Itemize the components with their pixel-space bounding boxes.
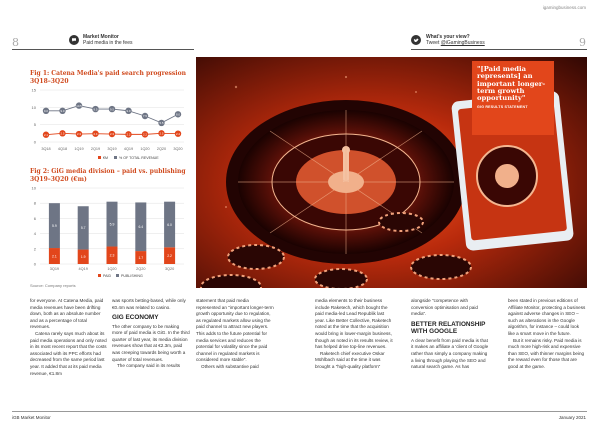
fig2-title-line2: 3Q19–3Q20 (€m): [30, 175, 87, 183]
paragraph: for everyone. At Catena Media, paid media revenues have been drifting down, both as an absolute number and as a percentage of total revenues.: [30, 298, 104, 330]
body-column-1: [30, 298, 108, 377]
y-tick-label: 2: [33, 246, 36, 252]
twitter-handle-link[interactable]: @iGamingBusiness: [440, 40, 485, 46]
page-number-left: 8: [12, 36, 19, 49]
data-label: 9.5: [110, 107, 114, 112]
header-right: [426, 34, 485, 46]
paragraph: Catena rarely says much about its paid media operations and only noted in its most recent report that the costs associated with its PPC efforts had decreased from the same period last year. It added that at its paid media revenue, €1.8m: [30, 330, 107, 376]
body-text: [112, 324, 190, 370]
data-label: 2.4: [176, 131, 180, 136]
twitter-bird-icon[interactable]: [411, 35, 421, 45]
header-left: [83, 34, 132, 46]
paragraph: Raketech chief executive Oskar Mühlbach said at the time it was brought a "high-quality platform": [315, 350, 385, 369]
paragraph: statement that paid media represented an "important longer-term growth opportunity due to regulation, as regulated markets allow using the paid channel to attract new players. This adds to the future potential for media services and reduces the potential for volatility since the paid channel in regulated markets is considered more stable".: [196, 298, 274, 363]
y-tick-label: 10: [31, 104, 36, 110]
header-rule-left: [12, 49, 194, 50]
y-tick-label: 10: [31, 185, 36, 191]
paragraph: alongside "competence with conversion optimisation and paid media".: [411, 298, 478, 317]
paragraph: was sports betting-based, while only €0.4m was related to casino.: [112, 298, 186, 310]
data-label: 9.5: [93, 107, 98, 112]
paragraph: been stated in previous editions of Affiliate Monitor, protecting a business against adverse changes in SEO – such as alterations in the Google algorithm, for instance – could look like a smart move in the future.: [508, 298, 586, 336]
site-url[interactable]: igamingbusiness.com: [542, 5, 586, 10]
body-text: [112, 298, 190, 311]
header-rule-right: [411, 49, 587, 50]
share-title: What's your view?: [426, 34, 470, 40]
y-tick-label: 8: [33, 200, 36, 206]
footer-date: January 2021: [558, 415, 586, 420]
x-tick-label: 4Q19: [123, 147, 134, 151]
legend-label: % OF TOTAL REVENUE: [119, 155, 159, 160]
pull-quote-attribution: GIG RESULTS STATEMENT: [477, 105, 528, 110]
y-tick-label: 0: [33, 139, 36, 145]
share-line: [426, 40, 485, 46]
page-number-right: 9: [579, 36, 586, 49]
section-subtitle: Paid media in the fees: [83, 40, 133, 46]
fig1-title-line1: Fig 1: Catena Media's paid search progression: [30, 70, 186, 77]
data-label: 6.0: [167, 222, 172, 227]
paragraph: media elements to their business include Raketech, which bought the paid media-led Lead Republik last year. Like Better Collective, Raketech noted at the time that the acquisition would bring in lower-margin business, though as noted in its results review, it has helped drive top-line revenues.: [315, 298, 393, 350]
fig1-line-chart: [26, 86, 186, 166]
data-label: 7.5: [143, 114, 147, 119]
data-label: 8.0: [176, 112, 180, 117]
legend-label: €M: [103, 155, 108, 160]
legend-swatch: [116, 274, 119, 277]
data-label: 5.7: [80, 226, 86, 231]
x-tick-label: 1Q20: [140, 147, 150, 151]
data-label: 2.2: [126, 132, 131, 137]
x-tick-label: 1Q19: [74, 147, 84, 151]
legend-swatch: [98, 274, 101, 277]
section-title: Market Monitor: [83, 34, 119, 40]
body-text: [315, 298, 393, 371]
x-tick-label: 3Q18: [41, 147, 51, 151]
data-label: 2.3: [109, 253, 115, 258]
data-label: 2.3: [110, 132, 114, 137]
y-tick-label: 4: [33, 231, 36, 237]
data-label: 10.5: [76, 103, 82, 108]
fig1-title: [30, 70, 186, 85]
data-label: 2.1: [52, 254, 57, 259]
subheading-google-relationship: BETTER RELATIONSHIP WITH GOOGLE: [411, 320, 486, 336]
data-label: 9.0: [44, 109, 48, 113]
y-tick-label: 6: [33, 215, 36, 221]
data-label: 2.5: [60, 131, 65, 136]
paragraph: Others with substantive paid: [201, 363, 259, 369]
footer-publication: iGB Market Monitor: [12, 415, 51, 420]
data-label: 2.2: [143, 132, 147, 137]
body-column-2: [112, 298, 190, 370]
x-tick-label: 4Q19: [78, 267, 88, 271]
data-label: 2.4: [93, 131, 98, 136]
body-column-3: [196, 298, 274, 371]
y-tick-label: 5: [33, 122, 36, 128]
subheading-gig-economy: GIG ECONOMY: [112, 314, 159, 322]
paragraph: But it remains risky. Paid media is much more high-risk and expensive than SEO, with thinner margins being the reward even for those that are good at the game.: [508, 337, 585, 369]
footer-rule: [12, 411, 587, 412]
tweet-prefix: Tweet: [426, 40, 441, 46]
legend-swatch: [98, 156, 101, 159]
x-tick-label: 2Q20: [156, 147, 167, 151]
x-tick-label: 2Q19: [90, 147, 101, 151]
x-tick-label: 3Q20: [173, 147, 183, 151]
fig2-title-line1: Fig 2: GiG media division – paid vs. publishing: [30, 168, 186, 175]
x-tick-label: 4Q18: [57, 147, 68, 151]
data-label: 5.9: [52, 223, 57, 228]
body-text: [196, 298, 274, 371]
data-label: 5.9: [109, 222, 115, 227]
data-label: 9.0: [60, 109, 65, 113]
body-column-5: [411, 298, 489, 371]
data-label: 5.5: [159, 121, 164, 126]
body-text: [508, 298, 586, 371]
chart-source: Source: Company reports: [30, 283, 76, 288]
data-label: 1.9: [80, 255, 86, 260]
data-label: 2.1: [44, 132, 48, 137]
body-text: [411, 298, 489, 318]
x-tick-label: 3Q19: [107, 147, 117, 151]
pull-quote-text: "[Paid media represents] an important longer-term growth opportunity": [477, 65, 546, 103]
x-tick-label: 2Q20: [136, 267, 146, 271]
x-tick-label: 3Q19: [49, 267, 60, 271]
data-label: 9.0: [126, 109, 131, 113]
pull-quote: [472, 61, 554, 135]
legend-label: PUBLISHING: [121, 273, 143, 278]
paragraph: A clear benefit from paid media is that it makes an affiliate a 'client of Google rather than simply a company making a living through playing the SEO and natural search game. As has: [411, 337, 489, 370]
fig1-title-line2: 3Q18–3Q20: [30, 77, 69, 85]
paragraph: The other company to be making more of paid media is GiG. In the third quarter of last year, its media division revenues show that at €2.3m, paid was creeping towards being worth a quarter of total revenues.: [112, 323, 190, 362]
data-label: 2.3: [77, 132, 81, 137]
y-tick-label: 0: [33, 261, 36, 267]
x-tick-label: 1Q20: [107, 267, 117, 271]
data-label: 2.5: [159, 131, 164, 136]
body-column-4: [315, 298, 393, 371]
body-column-6: [508, 298, 586, 371]
data-label: 6.4: [138, 225, 144, 230]
chat-bubble-icon: [69, 35, 79, 45]
fig2-bar-chart: [26, 184, 186, 282]
legend-swatch: [114, 156, 117, 159]
body-text: [30, 298, 108, 377]
paragraph: The company said in its results: [117, 363, 181, 369]
x-tick-label: 3Q20: [164, 267, 175, 271]
body-text: [411, 338, 489, 371]
data-label: 2.2: [167, 253, 172, 258]
legend-label: PAID: [103, 273, 112, 278]
fig2-title: [30, 168, 186, 183]
data-label: 1.7: [138, 255, 144, 260]
y-tick-label: 15: [31, 87, 36, 93]
